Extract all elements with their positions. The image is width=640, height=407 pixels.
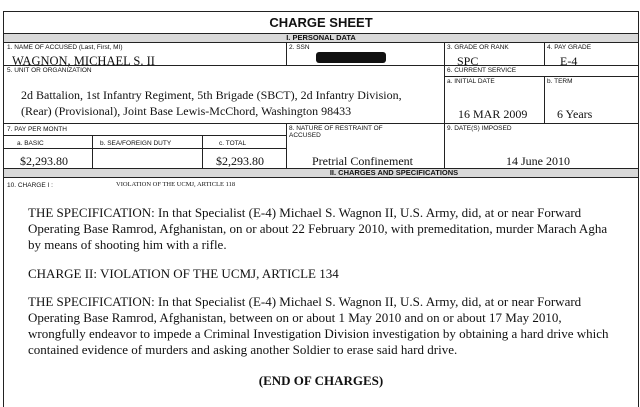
value-total: $2,293.80 [216,154,264,168]
value-restraint: Pretrial Confinement [312,154,413,168]
value-unit-line1: 2d Battalion, 1st Infantry Regiment, 5th Brigade (SBCT), 2d Infantry Division, [21,88,402,102]
label-total: c. TOTAL [219,140,247,147]
divider [4,65,638,66]
specification-1: THE SPECIFICATION: In that Specialist (E-4) Michael S. Wagnon II, U.S. Army, did, at or near Forward Operating Base Ramrod, Afghanistan, on or about 22 February 2010, with premeditation, murder Marach Agha by means of shooting him with a rifle. [28,205,608,252]
charge-sheet-form [3,11,639,407]
value-dates-imposed: 14 June 2010 [506,154,570,168]
label-charge-1: 10. CHARGE I : [7,182,53,189]
value-initial-date: 16 MAR 2009 [458,107,528,121]
divider [202,135,203,168]
label-unit: 5. UNIT OR ORGANIZATION [7,67,92,74]
divider [4,135,286,136]
label-sea-foreign-duty: b. SEA/FOREIGN DUTY [100,140,172,147]
ssn-redaction [316,52,386,63]
value-unit-line2: (Rear) (Provisional), Joint Base Lewis-McChord, Washington 98433 [21,104,352,118]
divider [286,42,287,65]
divider [444,65,445,123]
value-pay-grade: E-4 [560,54,578,68]
section-charges: II. CHARGES AND SPECIFICATIONS [329,168,459,177]
label-restraint-1: 8. NATURE OF RESTRAINT OF [289,125,383,132]
value-grade: SPC [457,54,479,68]
section-personal-data: I. PERSONAL DATA [286,33,356,42]
divider [444,76,638,77]
label-pay-per-month: 7. PAY PER MONTH [7,126,67,133]
divider [4,123,638,124]
label-ssn: 2. SSN [289,44,310,51]
label-name: 1. NAME OF ACCUSED (Last, First, MI) [7,44,123,51]
divider [286,123,287,168]
divider [4,42,638,43]
divider [544,76,545,123]
label-grade: 3. GRADE OR RANK [447,44,509,51]
specification-2: THE SPECIFICATION: In that Specialist (E-4) Michael S. Wagnon II, U.S. Army, did, at or near Forward Operating Base Ramrod, Afghanistan, between on or about 1 May 2010 and on or about 17 May 2010, wrongfully endeavor to impede a Criminal Investigation Division investigation by obtaining a hard drive which contained evidence of murders and asking another Soldier to erase said hard drive. [28,294,609,357]
divider [444,123,445,168]
charge-1-title: VIOLATION OF THE UCMJ, ARTICLE 118 [116,181,236,188]
form-title: CHARGE SHEET [269,15,373,30]
divider [544,42,545,65]
divider [4,148,286,149]
label-current-service: 6. CURRENT SERVICE [447,67,517,74]
divider [92,135,93,168]
label-dates-imposed: 9. DATE(S) IMPOSED [447,125,512,132]
label-basic: a. BASIC [17,140,44,147]
divider [444,42,445,65]
charge-2-title: CHARGE II: VIOLATION OF THE UCMJ, ARTICLE 134 [28,266,339,281]
label-term: b. TERM [547,78,573,85]
value-name: WAGNON, MICHAEL S. II [12,54,155,68]
divider [4,177,638,178]
label-pay-grade: 4. PAY GRADE [547,44,592,51]
value-basic: $2,293.80 [20,154,68,168]
value-term: 6 Years [557,107,593,121]
label-restraint-2: ACCUSED [289,132,321,139]
end-of-charges: (END OF CHARGES) [258,373,384,388]
label-initial-date: a. INITIAL DATE [447,78,495,85]
